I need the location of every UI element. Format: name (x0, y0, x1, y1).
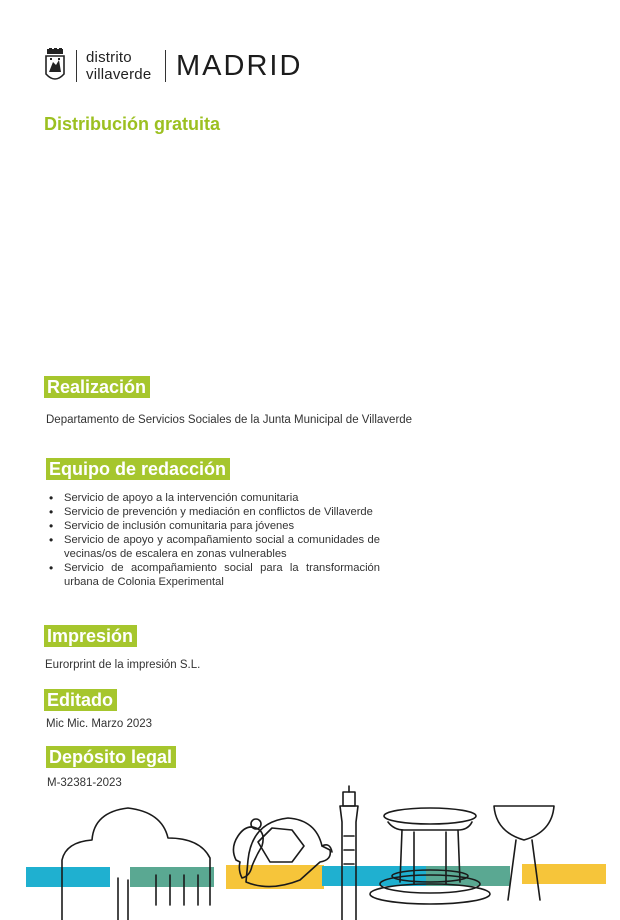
logo-district (86, 49, 151, 83)
section-title-equipo: Equipo de redacción (46, 458, 230, 480)
logo-district-line1: distrito (86, 49, 132, 66)
impresion-text: Eurorprint de la impresión S.L. (45, 659, 201, 671)
bowl (494, 806, 554, 840)
realizacion-text: Departamento de Servicios Sociales de la Junta Municipal de Villaverde (46, 414, 413, 426)
section-title-realizacion: Realización (44, 376, 150, 398)
deposito-text: M-32381-2023 (47, 777, 122, 789)
list-item: • Servicio de inclusión comunitaria para jóvenes (64, 519, 380, 533)
footer-illustration (0, 780, 620, 920)
madrid-crest-icon (44, 48, 66, 84)
equipo-list (46, 491, 380, 589)
distribution-label: Distribución gratuita (44, 114, 221, 134)
logo-divider (76, 50, 77, 82)
section-title-impresion: Impresión (44, 625, 137, 647)
band-yellow (522, 864, 606, 884)
section-title-editado: Editado (44, 689, 117, 711)
list-item: • Servicio de acompañamiento social para la transformación urbana de Colonia Experimental (64, 561, 380, 589)
section-title-deposito: Depósito legal (46, 746, 176, 768)
list-item: • Servicio de apoyo a la intervención comunitaria (64, 491, 380, 505)
logo-divider (165, 50, 166, 82)
building-outline (62, 808, 210, 920)
logo-city: MADRID (176, 50, 303, 82)
band-teal (130, 867, 214, 887)
logo-district-line2: villaverde (86, 66, 152, 83)
list-item: • Servicio de prevención y mediación en conflictos de Villaverde (64, 505, 380, 519)
tower (340, 806, 358, 920)
editado-text: Mic Mic. Marzo 2023 (46, 718, 153, 730)
list-item: • Servicio de apoyo y acompañamiento social a comunidades de vecinas/os de escalera en zonas vulnerables (64, 533, 380, 561)
pavilion-roof (384, 808, 476, 824)
madrid-logo (44, 48, 314, 88)
band-cyan (26, 867, 110, 887)
